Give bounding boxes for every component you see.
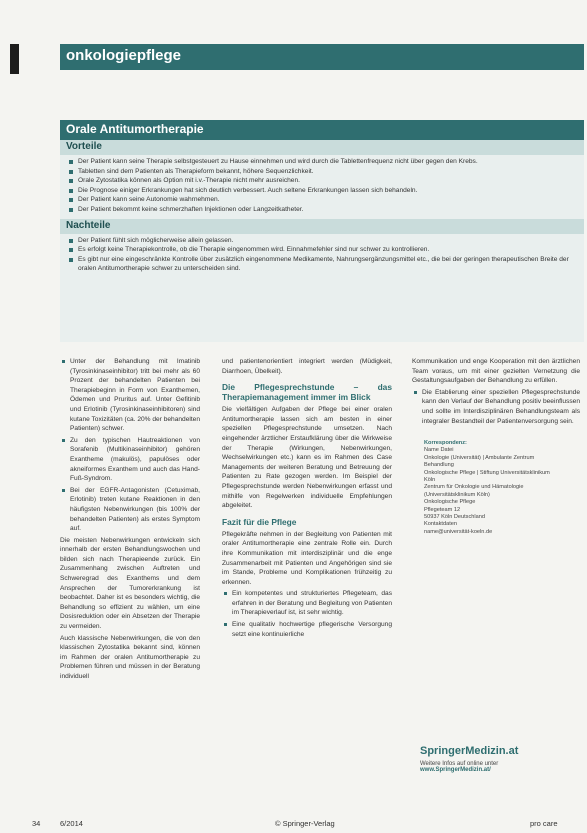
paragraph: Die vielfältigen Aufgaben der Pflege bei einer oralen Antitumortherapie lassen sich am besten in einer speziellen Pflegesprechstunde umsetzen. Nach eingehender ärztlicher Erstaufklärung über die Wirkweise der Therapie (Wirkungen, Nebenwirkungen, Wechselwirkungen etc.) kann es im Rahmen des Case Managements der weiteren Beratung und Betreuung der Patienten zu Rate gezogen werden. Im Beispiel der Pflegesprechstunde werden Nebenwirkungen erfasst und mithilfe von Regelwerken individuelle Empfehlungen abgeleitet. bbox=[222, 406, 392, 510]
column-1 bbox=[60, 357, 200, 684]
paragraph: und patientenorientiert integriert werden (Müdigkeit, Diarrhoen, Übelkeit). bbox=[222, 358, 392, 375]
promo-url[interactable]: www.SpringerMedizin.at/ bbox=[420, 767, 491, 773]
section-marker bbox=[10, 44, 19, 74]
bullet-list bbox=[60, 357, 200, 534]
paragraph: Pflegekräfte nehmen in der Begleitung von Patienten mit oraler Antitumortherapie eine zentrale Rolle ein. Durch ihre Kommunikation mit interdisziplinär und die enge Zusammenarbeit mit Patienten und Angehörigen sind sie im Stande, Probleme und Komplikationen frühzeitig zu erkennen. bbox=[222, 530, 392, 586]
journal-name: pro care bbox=[530, 819, 558, 828]
list-item: Unter der Behandlung mit Imatinib (Tyrosinkinaseinhibitor) tritt bei mehr als 60 Prozent der behandelten Patienten bei Therapiebeginn in Form von Exanthemen, Ödemen und Pruritus auf. Unter Gefitinib und Erlotinib (Tyrosinkinaseinhibitoren) sind kutane Toxizitäten (ca. 20% der behandelten Patienten) schwer. bbox=[70, 358, 201, 433]
vorteile-heading: Vorteile bbox=[60, 140, 584, 155]
springer-medizin-logo: SpringerMedizin.at bbox=[420, 745, 519, 757]
list-item: Die Prognose einiger Erkrankungen hat sich deutlich verbessert. Auch seltene Erkrankungen lassen sich behandeln. bbox=[78, 186, 576, 196]
box-title: Orale Antitumortherapie bbox=[60, 120, 584, 140]
paragraph: Kommunikation und enge Kooperation mit den ärztlichen Team voraus, um mit einer gezielten Vernetzung die Gestaltungsaufgaben der Behandlung zu erfüllen. bbox=[412, 358, 580, 385]
list-item: Ein kompetentes und strukturiertes Pflegeteam, das erfahren in der Beratung und Begleitung von Patienten im Therapieverlauf ist, ist sehr wichtig. bbox=[232, 590, 392, 617]
list-item: Tabletten sind dem Patienten als Therapieform bekannt, höhere Sequenzlichkeit. bbox=[78, 167, 576, 177]
subheading: Fazit für die Pflege bbox=[222, 516, 297, 527]
list-item: Eine qualitativ hochwertige pflegerische Versorgung setzt eine kontinuierliche bbox=[232, 621, 392, 638]
correspondence-line: 50937 Köln Deutschland bbox=[424, 514, 485, 521]
list-item: Zu den typischen Hautreaktionen von Sorafenib (Multikinaseinhibitor) gehören Exantheme (makulös), papulöses oder akneiformes Exanthem und auch das Hand-Fuß-Syndrom. bbox=[70, 436, 200, 483]
list-item: Es erfolgt keine Therapiekontrolle, ob die Therapie eingenommen wird. Einnahmefehler sind nur schwer zu kontrollieren. bbox=[78, 245, 576, 255]
list-item: Der Patient fühlt sich möglicherweise allein gelassen. bbox=[78, 236, 576, 246]
bullet-list bbox=[222, 589, 392, 639]
correspondence-line: name@universität-koeln.de bbox=[424, 528, 493, 535]
list-item: Es gibt nur eine eingeschränkte Kontrolle über zusätzlich eingenommene Medikamente, Nahrungsergänzungsmittel etc., die bei der geringen therapeutischen Breite der oralen Antitumortherapie schwer zu unterscheiden sind. bbox=[78, 255, 576, 274]
section-title: onkologiepflege bbox=[66, 47, 182, 64]
correspondence-title: Korrespondenz: bbox=[424, 440, 467, 446]
vorteile-list bbox=[60, 155, 584, 219]
column-3 bbox=[412, 357, 580, 428]
paragraph: Auch klassische Nebenwirkungen, die von den klassischen Zytostatika bekannt sind, können im Rahmen der oralen Antitumortherapie zu Problemen führen und müssen in der Beratung individuell bbox=[60, 634, 200, 680]
promo-line: Weitere Infos auf online unter bbox=[420, 761, 499, 767]
correspondence-line: Onkologie (Universität) | Ambulante Zentrum Behandlung bbox=[424, 454, 535, 469]
list-item: Die Etablierung einer speziellen Pflegesprechstunde kann den Verlauf der Behandlung positiv beeinflussen und sollte im Interdisziplinären Behandlungsteam als integraler Bestandteil der Patientenversorgung sein. bbox=[422, 388, 580, 425]
list-item: Der Patient kann seine Autonomie wahrnehmen. bbox=[78, 195, 576, 205]
paragraph: Die meisten Nebenwirkungen entwickeln sich innerhalb der ersten Behandlungswochen und bilden sich nach Therapieende zurück. Ein Zusammenhang zwischen Auftreten und Schweregrad des Exanthems und dem Ansprechen der Tumorerkrankung ist beobachtet. Daher ist es besonders wichtig, die Behandlung so effizient zu wählen, um eine Dosisreduktion oder ein Absetzen der Therapie zu vermeiden. bbox=[60, 536, 200, 631]
springer-medizin-promo[interactable] bbox=[420, 745, 570, 785]
info-box bbox=[60, 120, 584, 342]
list-item: Der Patient kann seine Therapie selbstgesteuert zu Hause einnehmen und wird durch die Tablettenfrequenz nicht über gegen den Krebs. bbox=[78, 157, 576, 167]
nachteile-list bbox=[60, 234, 584, 278]
bullet-list bbox=[412, 388, 580, 426]
list-item: Bei der EGFR-Antagonisten (Cetuximab, Erlotinib) treten kutane Reaktionen in den häufigsten Nebenwirkungen (bis 100% der behandelten Patienten) als erstes Symptom auf. bbox=[70, 486, 200, 533]
correspondence-line: Name Datei bbox=[424, 447, 454, 454]
correspondence-line: Onkologische Pflege | Stiftung Universitätsklinikum Köln bbox=[424, 469, 550, 484]
subheading: Die Pflegesprechstunde – das Therapiemanagement immer im Blick bbox=[222, 382, 392, 403]
column-2 bbox=[222, 357, 392, 641]
issue-number: 6/2014 bbox=[60, 819, 83, 828]
publisher: © Springer-Verlag bbox=[275, 819, 335, 828]
correspondence-line: Onkologische Pflege bbox=[424, 499, 476, 506]
nachteile-heading: Nachteile bbox=[60, 219, 584, 234]
page-number: 34 bbox=[32, 819, 41, 828]
correspondence-block bbox=[424, 440, 559, 536]
header-band bbox=[60, 44, 584, 70]
correspondence-line: Kontaktdaten bbox=[424, 521, 457, 528]
correspondence-line: Pflegeteam 12 bbox=[424, 506, 461, 513]
correspondence-line: Zentrum für Onkologie und Hämatologie (Universitätsklinikum Köln) bbox=[424, 484, 524, 498]
list-item: Orale Zytostatika können als Option mit i.v.-Therapie nicht mehr ausreichen. bbox=[78, 176, 576, 186]
list-item: Der Patient bekommt keine schmerzhaften Injektionen oder Langzeitkatheter. bbox=[78, 205, 576, 215]
